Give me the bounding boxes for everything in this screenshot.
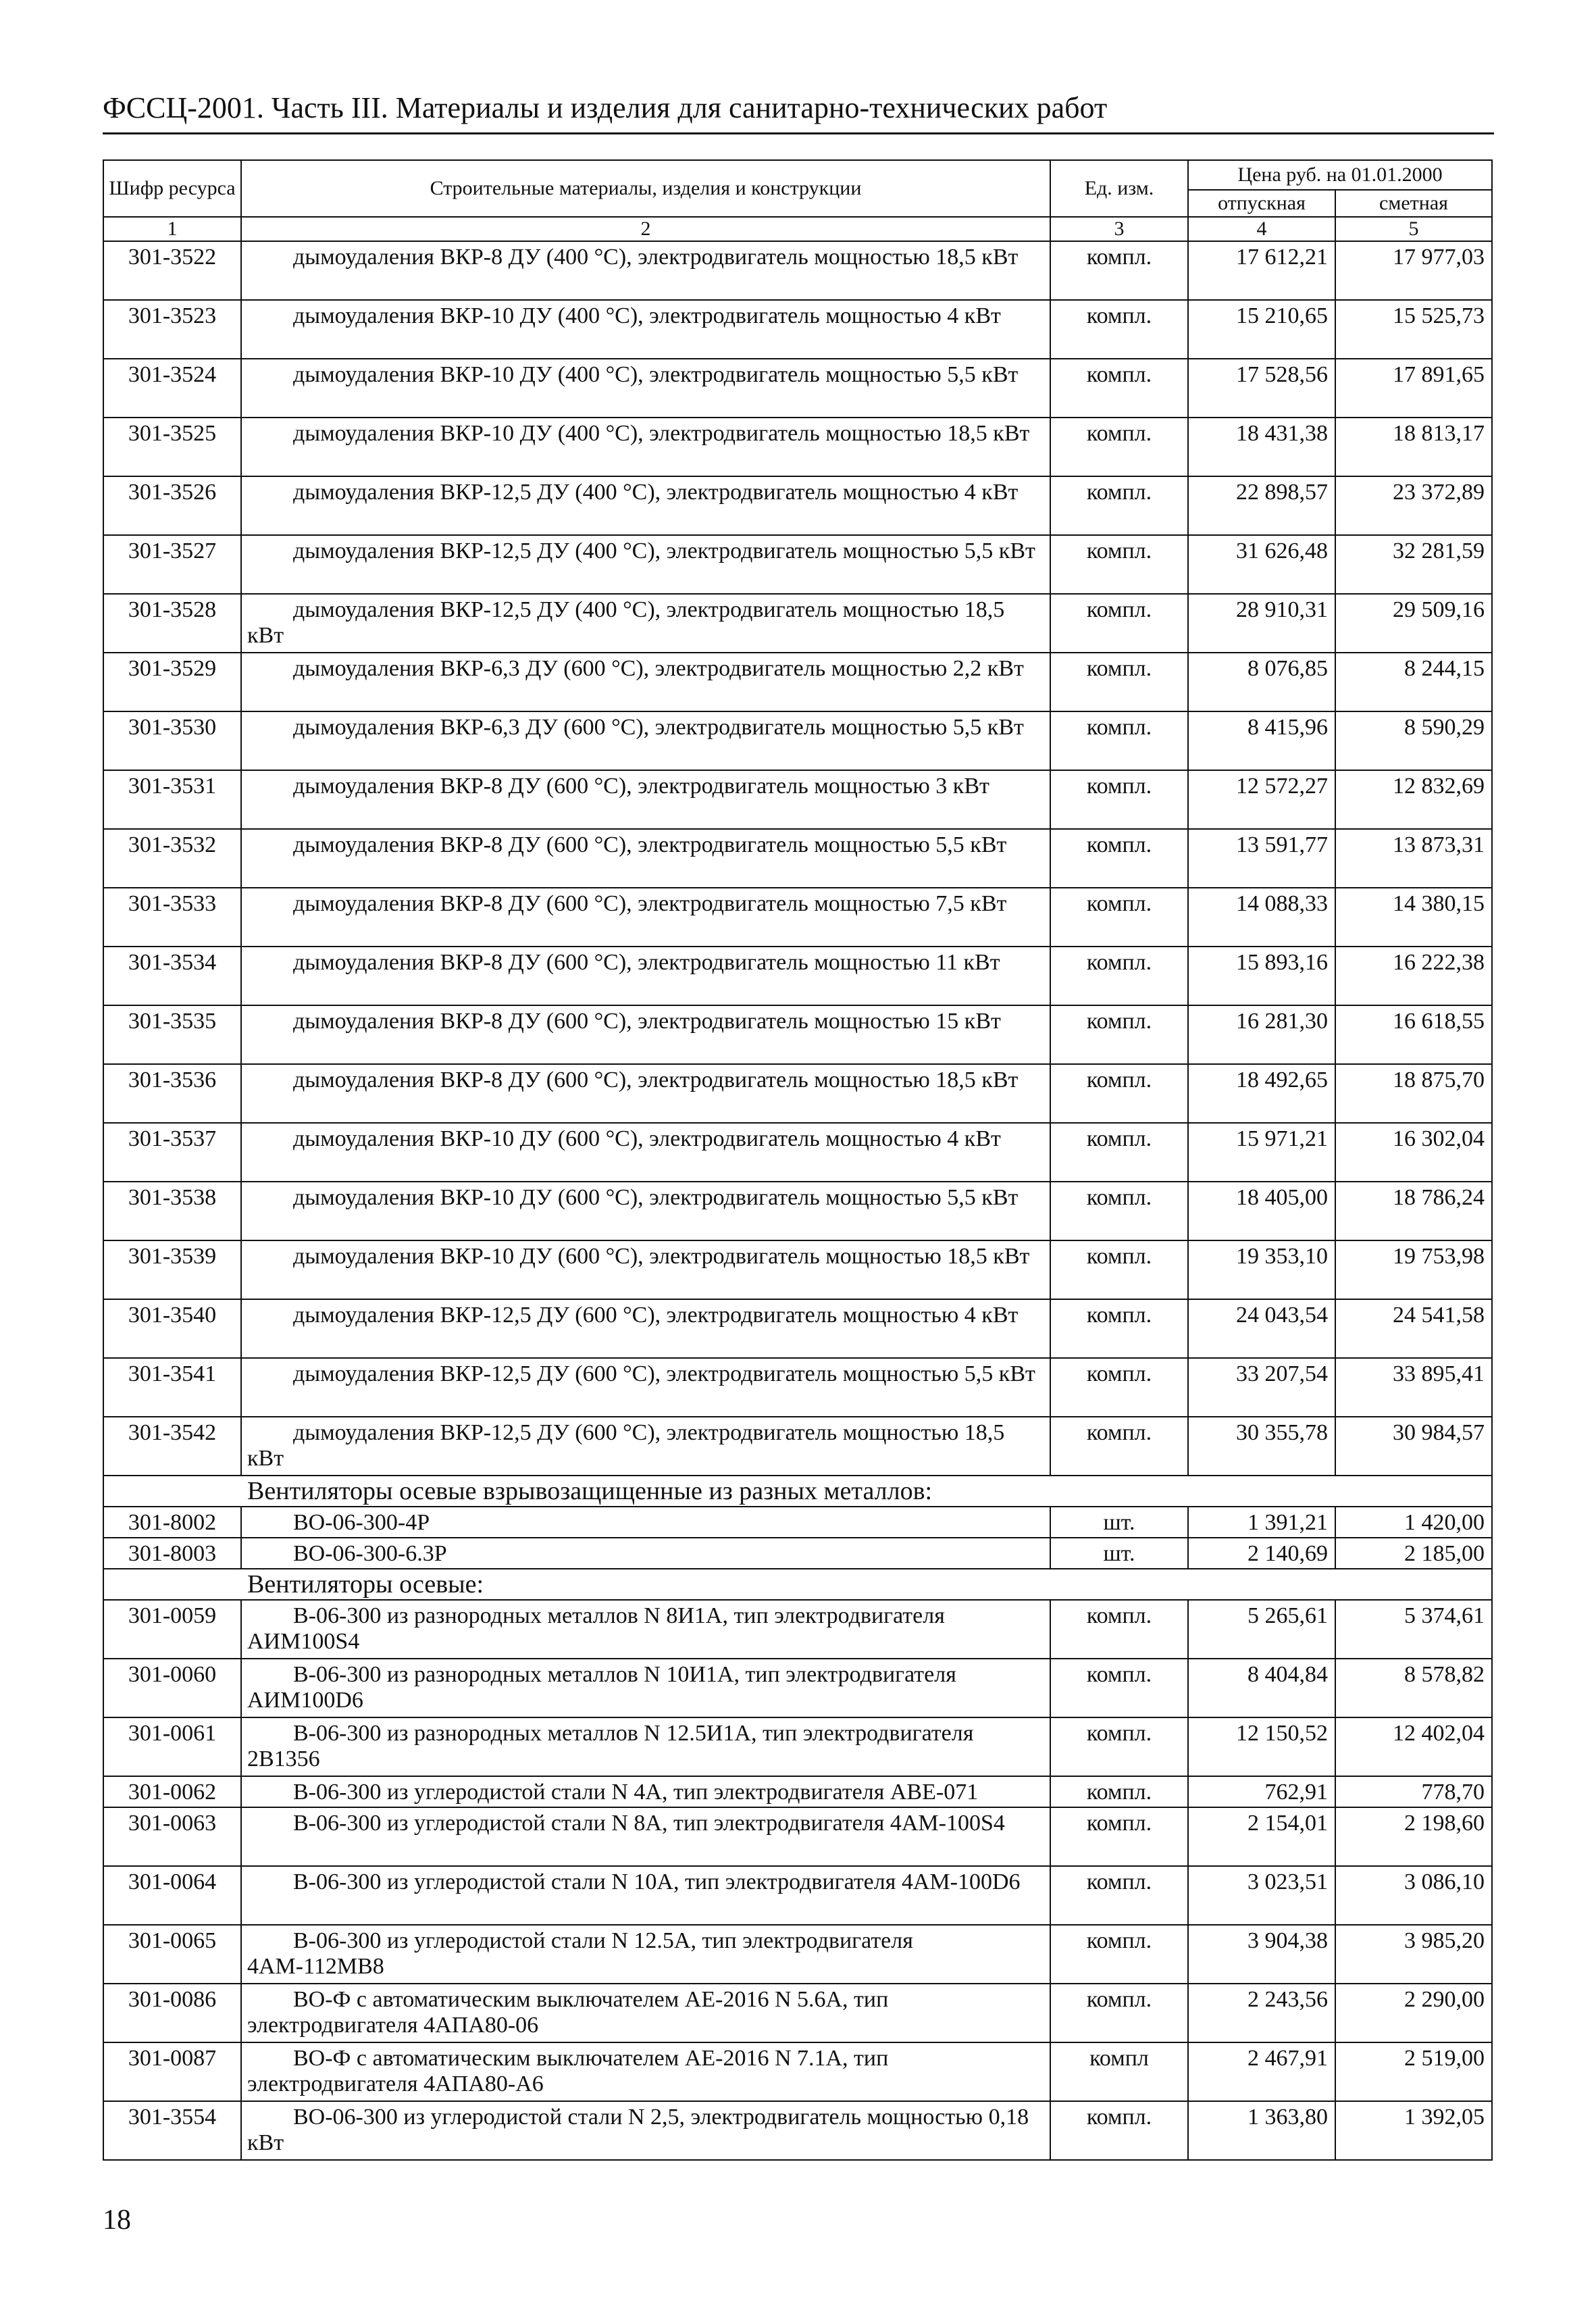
release-price-cell: 1 363,80 bbox=[1188, 2101, 1335, 2160]
code-cell: 301-0059 bbox=[103, 1600, 241, 1659]
section-title: Вентиляторы осевые: bbox=[103, 1569, 1492, 1600]
unit-cell: компл. bbox=[1050, 300, 1188, 359]
release-price-cell: 18 492,65 bbox=[1188, 1064, 1335, 1123]
table-row bbox=[103, 653, 1492, 711]
estimate-price-cell: 8 590,29 bbox=[1335, 711, 1492, 770]
name-cell bbox=[241, 1005, 1050, 1064]
name-text: дымоудаления ВКР-8 ДУ (600 °С), электродвигатель мощностью 15 кВт bbox=[293, 1009, 1001, 1034]
unit-cell: компл. bbox=[1050, 1659, 1188, 1717]
release-price-cell: 30 355,78 bbox=[1188, 1417, 1335, 1476]
code-cell: 301-0087 bbox=[103, 2042, 241, 2101]
table-row bbox=[103, 1240, 1492, 1299]
estimate-price-cell: 1 392,05 bbox=[1335, 2101, 1492, 2160]
estimate-price-cell: 1 420,00 bbox=[1335, 1507, 1492, 1538]
column-number: 5 bbox=[1335, 217, 1492, 241]
name-text: дымоудаления ВКР-12,5 ДУ (400 °С), электродвигатель мощностью 5,5 кВт bbox=[293, 538, 1035, 563]
name-cell bbox=[241, 359, 1050, 418]
estimate-price-cell: 19 753,98 bbox=[1335, 1240, 1492, 1299]
code-cell: 301-3529 bbox=[103, 653, 241, 711]
name-text: дымоудаления ВКР-10 ДУ (600 °С), электродвигатель мощностью 4 кВт bbox=[293, 1126, 1001, 1151]
name-text: дымоудаления ВКР-10 ДУ (400 °С), электродвигатель мощностью 4 кВт bbox=[293, 303, 1001, 328]
code-cell: 301-0065 bbox=[103, 1925, 241, 1984]
code-cell: 301-8002 bbox=[103, 1507, 241, 1538]
table-row bbox=[103, 1866, 1492, 1925]
code-cell: 301-3539 bbox=[103, 1240, 241, 1299]
name-cell bbox=[241, 1064, 1050, 1123]
unit-cell: компл. bbox=[1050, 359, 1188, 418]
code-cell: 301-3542 bbox=[103, 1417, 241, 1476]
estimate-price-cell: 2 519,00 bbox=[1335, 2042, 1492, 2101]
release-price-cell: 15 210,65 bbox=[1188, 300, 1335, 359]
table-row bbox=[103, 359, 1492, 418]
name-cell bbox=[241, 1925, 1050, 1984]
estimate-price-cell: 5 374,61 bbox=[1335, 1600, 1492, 1659]
release-price-cell: 18 431,38 bbox=[1188, 418, 1335, 476]
release-price-cell: 3 904,38 bbox=[1188, 1925, 1335, 1984]
release-price-cell: 22 898,57 bbox=[1188, 476, 1335, 535]
table-row bbox=[103, 1182, 1492, 1240]
name-text: дымоудаления ВКР-12,5 ДУ (600 °С), электродвигатель мощностью 18,5 кВт bbox=[247, 1420, 1005, 1471]
column-number: 2 bbox=[241, 217, 1050, 241]
code-cell: 301-3523 bbox=[103, 300, 241, 359]
page-number: 18 bbox=[103, 2205, 131, 2236]
estimate-price-cell: 17 891,65 bbox=[1335, 359, 1492, 418]
unit-cell: компл. bbox=[1050, 1358, 1188, 1417]
name-text: В-06-300 из разнородных металлов N 12.5И1А, тип электродвигателя 2В1356 bbox=[247, 1721, 974, 1771]
code-cell: 301-0086 bbox=[103, 1984, 241, 2042]
release-price-cell: 33 207,54 bbox=[1188, 1358, 1335, 1417]
estimate-price-cell: 16 222,38 bbox=[1335, 947, 1492, 1005]
table-row bbox=[103, 888, 1492, 947]
code-cell: 301-8003 bbox=[103, 1538, 241, 1569]
unit-cell: компл. bbox=[1050, 2101, 1188, 2160]
name-text: дымоудаления ВКР-12,5 ДУ (400 °С), электродвигатель мощностью 18,5 кВт bbox=[247, 597, 1005, 648]
name-text: дымоудаления ВКР-10 ДУ (600 °С), электродвигатель мощностью 5,5 кВт bbox=[293, 1185, 1019, 1210]
table-row bbox=[103, 2101, 1492, 2160]
unit-cell: компл. bbox=[1050, 1064, 1188, 1123]
name-cell bbox=[241, 1717, 1050, 1776]
table-row bbox=[103, 476, 1492, 535]
table-row bbox=[103, 711, 1492, 770]
section-row bbox=[103, 1569, 1492, 1600]
release-price-cell: 3 023,51 bbox=[1188, 1866, 1335, 1925]
name-text: дымоудаления ВКР-8 ДУ (600 °С), электродвигатель мощностью 5,5 кВт bbox=[293, 832, 1007, 857]
release-price-cell: 17 528,56 bbox=[1188, 359, 1335, 418]
table-row bbox=[103, 241, 1492, 300]
code-cell: 301-3534 bbox=[103, 947, 241, 1005]
name-cell bbox=[241, 418, 1050, 476]
release-price-cell: 31 626,48 bbox=[1188, 535, 1335, 594]
estimate-price-cell: 8 578,82 bbox=[1335, 1659, 1492, 1717]
name-text: дымоудаления ВКР-10 ДУ (600 °С), электродвигатель мощностью 18,5 кВт bbox=[293, 1244, 1030, 1269]
code-cell: 301-3538 bbox=[103, 1182, 241, 1240]
unit-cell: компл. bbox=[1050, 1123, 1188, 1182]
unit-cell: компл. bbox=[1050, 1984, 1188, 2042]
release-price-cell: 19 353,10 bbox=[1188, 1240, 1335, 1299]
unit-cell: шт. bbox=[1050, 1507, 1188, 1538]
name-cell bbox=[241, 241, 1050, 300]
name-text: ВО-06-300 из углеродистой стали N 2,5, электродвигатель мощностью 0,18 кВт bbox=[247, 2105, 1029, 2155]
name-cell bbox=[241, 947, 1050, 1005]
name-text: ВО-Ф с автоматическим выключателем АЕ-2016 N 5.6А, тип электродвигателя 4АПА80-06 bbox=[247, 1987, 889, 2038]
release-price-cell: 17 612,21 bbox=[1188, 241, 1335, 300]
unit-cell: компл. bbox=[1050, 1417, 1188, 1476]
unit-cell: компл. bbox=[1050, 1717, 1188, 1776]
estimate-price-cell: 16 618,55 bbox=[1335, 1005, 1492, 1064]
table-row bbox=[103, 1417, 1492, 1476]
name-text: ВО-06-300-6.3Р bbox=[293, 1541, 447, 1566]
name-cell bbox=[241, 1866, 1050, 1925]
code-cell: 301-3535 bbox=[103, 1005, 241, 1064]
release-price-cell: 5 265,61 bbox=[1188, 1600, 1335, 1659]
unit-cell: компл. bbox=[1050, 1925, 1188, 1984]
estimate-price-cell: 13 873,31 bbox=[1335, 829, 1492, 888]
name-cell bbox=[241, 829, 1050, 888]
column-number: 4 bbox=[1188, 217, 1335, 241]
name-cell bbox=[241, 1299, 1050, 1358]
unit-cell: компл. bbox=[1050, 241, 1188, 300]
table-row bbox=[103, 1807, 1492, 1866]
unit-cell: компл. bbox=[1050, 947, 1188, 1005]
name-text: В-06-300 из углеродистой стали N 10А, тип электродвигателя 4АМ-100D6 bbox=[293, 1869, 1021, 1894]
name-text: дымоудаления ВКР-8 ДУ (600 °С), электродвигатель мощностью 7,5 кВт bbox=[293, 891, 1007, 916]
table-row bbox=[103, 2042, 1492, 2101]
estimate-price-cell: 32 281,59 bbox=[1335, 535, 1492, 594]
release-price-cell: 14 088,33 bbox=[1188, 888, 1335, 947]
name-text: дымоудаления ВКР-12,5 ДУ (600 °С), электродвигатель мощностью 4 кВт bbox=[293, 1303, 1019, 1328]
release-price-cell: 2 154,01 bbox=[1188, 1807, 1335, 1866]
name-cell bbox=[241, 1417, 1050, 1476]
table-row bbox=[103, 1984, 1492, 2042]
name-cell bbox=[241, 1600, 1050, 1659]
name-cell bbox=[241, 1538, 1050, 1569]
release-price-cell: 8 415,96 bbox=[1188, 711, 1335, 770]
code-cell: 301-3531 bbox=[103, 770, 241, 829]
code-cell: 301-3527 bbox=[103, 535, 241, 594]
estimate-price-cell: 3 985,20 bbox=[1335, 1925, 1492, 1984]
name-cell bbox=[241, 1240, 1050, 1299]
estimate-price-cell: 33 895,41 bbox=[1335, 1358, 1492, 1417]
table-row bbox=[103, 594, 1492, 653]
table-row bbox=[103, 1659, 1492, 1717]
name-cell bbox=[241, 1182, 1050, 1240]
release-price-cell: 2 467,91 bbox=[1188, 2042, 1335, 2101]
name-cell bbox=[241, 653, 1050, 711]
name-text: В-06-300 из разнородных металлов N 10И1А, тип электродвигателя АИМ100D6 bbox=[247, 1662, 956, 1713]
release-price-cell: 16 281,30 bbox=[1188, 1005, 1335, 1064]
name-text: В-06-300 из углеродистой стали N 12.5А, тип электродвигателя 4АМ-112МВ8 bbox=[247, 1928, 913, 1979]
code-cell: 301-3524 bbox=[103, 359, 241, 418]
release-price-cell: 8 076,85 bbox=[1188, 653, 1335, 711]
unit-cell: компл. bbox=[1050, 1182, 1188, 1240]
code-cell: 301-0062 bbox=[103, 1776, 241, 1807]
section-row bbox=[103, 1476, 1492, 1507]
table-row bbox=[103, 1064, 1492, 1123]
release-price-cell: 15 971,21 bbox=[1188, 1123, 1335, 1182]
release-price-cell: 15 893,16 bbox=[1188, 947, 1335, 1005]
unit-cell: компл bbox=[1050, 2042, 1188, 2101]
code-cell: 301-0063 bbox=[103, 1807, 241, 1866]
name-cell bbox=[241, 300, 1050, 359]
name-cell bbox=[241, 1659, 1050, 1717]
estimate-price-cell: 17 977,03 bbox=[1335, 241, 1492, 300]
release-price-cell: 8 404,84 bbox=[1188, 1659, 1335, 1717]
code-cell: 301-3554 bbox=[103, 2101, 241, 2160]
code-cell: 301-0064 bbox=[103, 1866, 241, 1925]
code-cell: 301-3528 bbox=[103, 594, 241, 653]
section-title: Вентиляторы осевые взрывозащищенные из разных металлов: bbox=[103, 1476, 1492, 1507]
name-cell bbox=[241, 2101, 1050, 2160]
table-row bbox=[103, 1507, 1492, 1538]
table-row bbox=[103, 1538, 1492, 1569]
estimate-price-cell: 18 786,24 bbox=[1335, 1182, 1492, 1240]
release-price-cell: 12 572,27 bbox=[1188, 770, 1335, 829]
estimate-price-cell: 15 525,73 bbox=[1335, 300, 1492, 359]
estimate-price-cell: 29 509,16 bbox=[1335, 594, 1492, 653]
table-row bbox=[103, 1925, 1492, 1984]
release-price-cell: 12 150,52 bbox=[1188, 1717, 1335, 1776]
unit-cell: шт. bbox=[1050, 1538, 1188, 1569]
table-row bbox=[103, 947, 1492, 1005]
unit-cell: компл. bbox=[1050, 770, 1188, 829]
code-cell: 301-3533 bbox=[103, 888, 241, 947]
code-cell: 301-3541 bbox=[103, 1358, 241, 1417]
unit-cell: компл. bbox=[1050, 1299, 1188, 1358]
header-unit: Ед. изм. bbox=[1050, 160, 1188, 217]
estimate-price-cell: 778,70 bbox=[1335, 1776, 1492, 1807]
estimate-price-cell: 8 244,15 bbox=[1335, 653, 1492, 711]
name-text: ВО-Ф с автоматическим выключателем АЕ-2016 N 7.1А, тип электродвигателя 4АПА80-А6 bbox=[247, 2046, 889, 2096]
estimate-price-cell: 2 185,00 bbox=[1335, 1538, 1492, 1569]
header-price-estimate: сметная bbox=[1335, 190, 1492, 217]
name-text: дымоудаления ВКР-12,5 ДУ (400 °С), электродвигатель мощностью 4 кВт bbox=[293, 480, 1019, 505]
unit-cell: компл. bbox=[1050, 829, 1188, 888]
unit-cell: компл. bbox=[1050, 476, 1188, 535]
estimate-price-cell: 2 198,60 bbox=[1335, 1807, 1492, 1866]
estimate-price-cell: 12 402,04 bbox=[1335, 1717, 1492, 1776]
code-cell: 301-3522 bbox=[103, 241, 241, 300]
table-row bbox=[103, 1776, 1492, 1807]
table-row bbox=[103, 1123, 1492, 1182]
release-price-cell: 2 140,69 bbox=[1188, 1538, 1335, 1569]
name-text: дымоудаления ВКР-12,5 ДУ (600 °С), электродвигатель мощностью 5,5 кВт bbox=[293, 1361, 1035, 1386]
name-cell bbox=[241, 1507, 1050, 1538]
code-cell: 301-3536 bbox=[103, 1064, 241, 1123]
table-row bbox=[103, 418, 1492, 476]
name-cell bbox=[241, 770, 1050, 829]
name-text: дымоудаления ВКР-8 ДУ (600 °С), электродвигатель мощностью 18,5 кВт bbox=[293, 1067, 1019, 1092]
name-cell bbox=[241, 1358, 1050, 1417]
unit-cell: компл. bbox=[1050, 418, 1188, 476]
estimate-price-cell: 12 832,69 bbox=[1335, 770, 1492, 829]
release-price-cell: 28 910,31 bbox=[1188, 594, 1335, 653]
name-text: дымоудаления ВКР-10 ДУ (400 °С), электродвигатель мощностью 18,5 кВт bbox=[293, 421, 1030, 446]
table-row bbox=[103, 1717, 1492, 1776]
name-cell bbox=[241, 2042, 1050, 2101]
code-cell: 301-3540 bbox=[103, 1299, 241, 1358]
table-body bbox=[103, 241, 1492, 2160]
table-row bbox=[103, 1358, 1492, 1417]
unit-cell: компл. bbox=[1050, 535, 1188, 594]
column-number: 1 bbox=[103, 217, 241, 241]
unit-cell: компл. bbox=[1050, 1240, 1188, 1299]
name-text: дымоудаления ВКР-8 ДУ (400 °С), электродвигатель мощностью 18,5 кВт bbox=[293, 245, 1019, 270]
header-price-group: Цена руб. на 01.01.2000 bbox=[1188, 160, 1492, 190]
release-price-cell: 24 043,54 bbox=[1188, 1299, 1335, 1358]
unit-cell: компл. bbox=[1050, 653, 1188, 711]
name-cell bbox=[241, 711, 1050, 770]
column-number: 3 bbox=[1050, 217, 1188, 241]
table-row bbox=[103, 829, 1492, 888]
page-title: ФССЦ-2001. Часть III. Материалы и изделия для санитарно-технических работ bbox=[103, 91, 1108, 124]
name-text: В-06-300 из углеродистой стали N 8А, тип электродвигателя 4АМ-100S4 bbox=[293, 1811, 1005, 1836]
header-price-release: отпускная bbox=[1188, 190, 1335, 217]
code-cell: 301-3526 bbox=[103, 476, 241, 535]
name-text: дымоудаления ВКР-8 ДУ (600 °С), электродвигатель мощностью 3 кВт bbox=[293, 774, 989, 799]
unit-cell: компл. bbox=[1050, 594, 1188, 653]
name-text: В-06-300 из разнородных металлов N 8И1А, тип электродвигателя АИМ100S4 bbox=[247, 1603, 945, 1654]
code-cell: 301-0061 bbox=[103, 1717, 241, 1776]
code-cell: 301-3525 bbox=[103, 418, 241, 476]
estimate-price-cell: 18 813,17 bbox=[1335, 418, 1492, 476]
name-cell bbox=[241, 1807, 1050, 1866]
estimate-price-cell: 16 302,04 bbox=[1335, 1123, 1492, 1182]
name-text: дымоудаления ВКР-6,3 ДУ (600 °С), электродвигатель мощностью 2,2 кВт bbox=[293, 656, 1024, 681]
code-cell: 301-3530 bbox=[103, 711, 241, 770]
table-row bbox=[103, 535, 1492, 594]
estimate-price-cell: 3 086,10 bbox=[1335, 1866, 1492, 1925]
table-row bbox=[103, 300, 1492, 359]
header-name: Строительные материалы, изделия и конструкции bbox=[241, 160, 1050, 217]
name-cell bbox=[241, 1123, 1050, 1182]
estimate-price-cell: 18 875,70 bbox=[1335, 1064, 1492, 1123]
price-table bbox=[103, 159, 1491, 2161]
header-code: Шифр ресурса bbox=[103, 160, 241, 217]
unit-cell: компл. bbox=[1050, 1005, 1188, 1064]
name-text: дымоудаления ВКР-8 ДУ (600 °С), электродвигатель мощностью 11 кВт bbox=[293, 950, 1000, 975]
name-cell bbox=[241, 888, 1050, 947]
release-price-cell: 18 405,00 bbox=[1188, 1182, 1335, 1240]
unit-cell: компл. bbox=[1050, 1776, 1188, 1807]
unit-cell: компл. bbox=[1050, 1807, 1188, 1866]
name-cell bbox=[241, 1984, 1050, 2042]
release-price-cell: 762,91 bbox=[1188, 1776, 1335, 1807]
unit-cell: компл. bbox=[1050, 1600, 1188, 1659]
code-cell: 301-3532 bbox=[103, 829, 241, 888]
page-header bbox=[103, 85, 1494, 134]
release-price-cell: 1 391,21 bbox=[1188, 1507, 1335, 1538]
name-text: В-06-300 из углеродистой стали N 4А, тип электродвигателя АВЕ-071 bbox=[293, 1780, 979, 1805]
estimate-price-cell: 24 541,58 bbox=[1335, 1299, 1492, 1358]
name-text: дымоудаления ВКР-10 ДУ (400 °С), электродвигатель мощностью 5,5 кВт bbox=[293, 362, 1019, 387]
unit-cell: компл. bbox=[1050, 888, 1188, 947]
name-cell bbox=[241, 476, 1050, 535]
estimate-price-cell: 14 380,15 bbox=[1335, 888, 1492, 947]
table-row bbox=[103, 770, 1492, 829]
name-cell bbox=[241, 1776, 1050, 1807]
estimate-price-cell: 23 372,89 bbox=[1335, 476, 1492, 535]
name-text: дымоудаления ВКР-6,3 ДУ (600 °С), электродвигатель мощностью 5,5 кВт bbox=[293, 715, 1024, 740]
table-row bbox=[103, 1299, 1492, 1358]
estimate-price-cell: 2 290,00 bbox=[1335, 1984, 1492, 2042]
code-cell: 301-0060 bbox=[103, 1659, 241, 1717]
unit-cell: компл. bbox=[1050, 1866, 1188, 1925]
name-text: ВО-06-300-4Р bbox=[293, 1510, 430, 1535]
name-cell bbox=[241, 535, 1050, 594]
release-price-cell: 2 243,56 bbox=[1188, 1984, 1335, 2042]
table-row bbox=[103, 1005, 1492, 1064]
release-price-cell: 13 591,77 bbox=[1188, 829, 1335, 888]
code-cell: 301-3537 bbox=[103, 1123, 241, 1182]
unit-cell: компл. bbox=[1050, 711, 1188, 770]
estimate-price-cell: 30 984,57 bbox=[1335, 1417, 1492, 1476]
name-cell bbox=[241, 594, 1050, 653]
table-row bbox=[103, 1600, 1492, 1659]
